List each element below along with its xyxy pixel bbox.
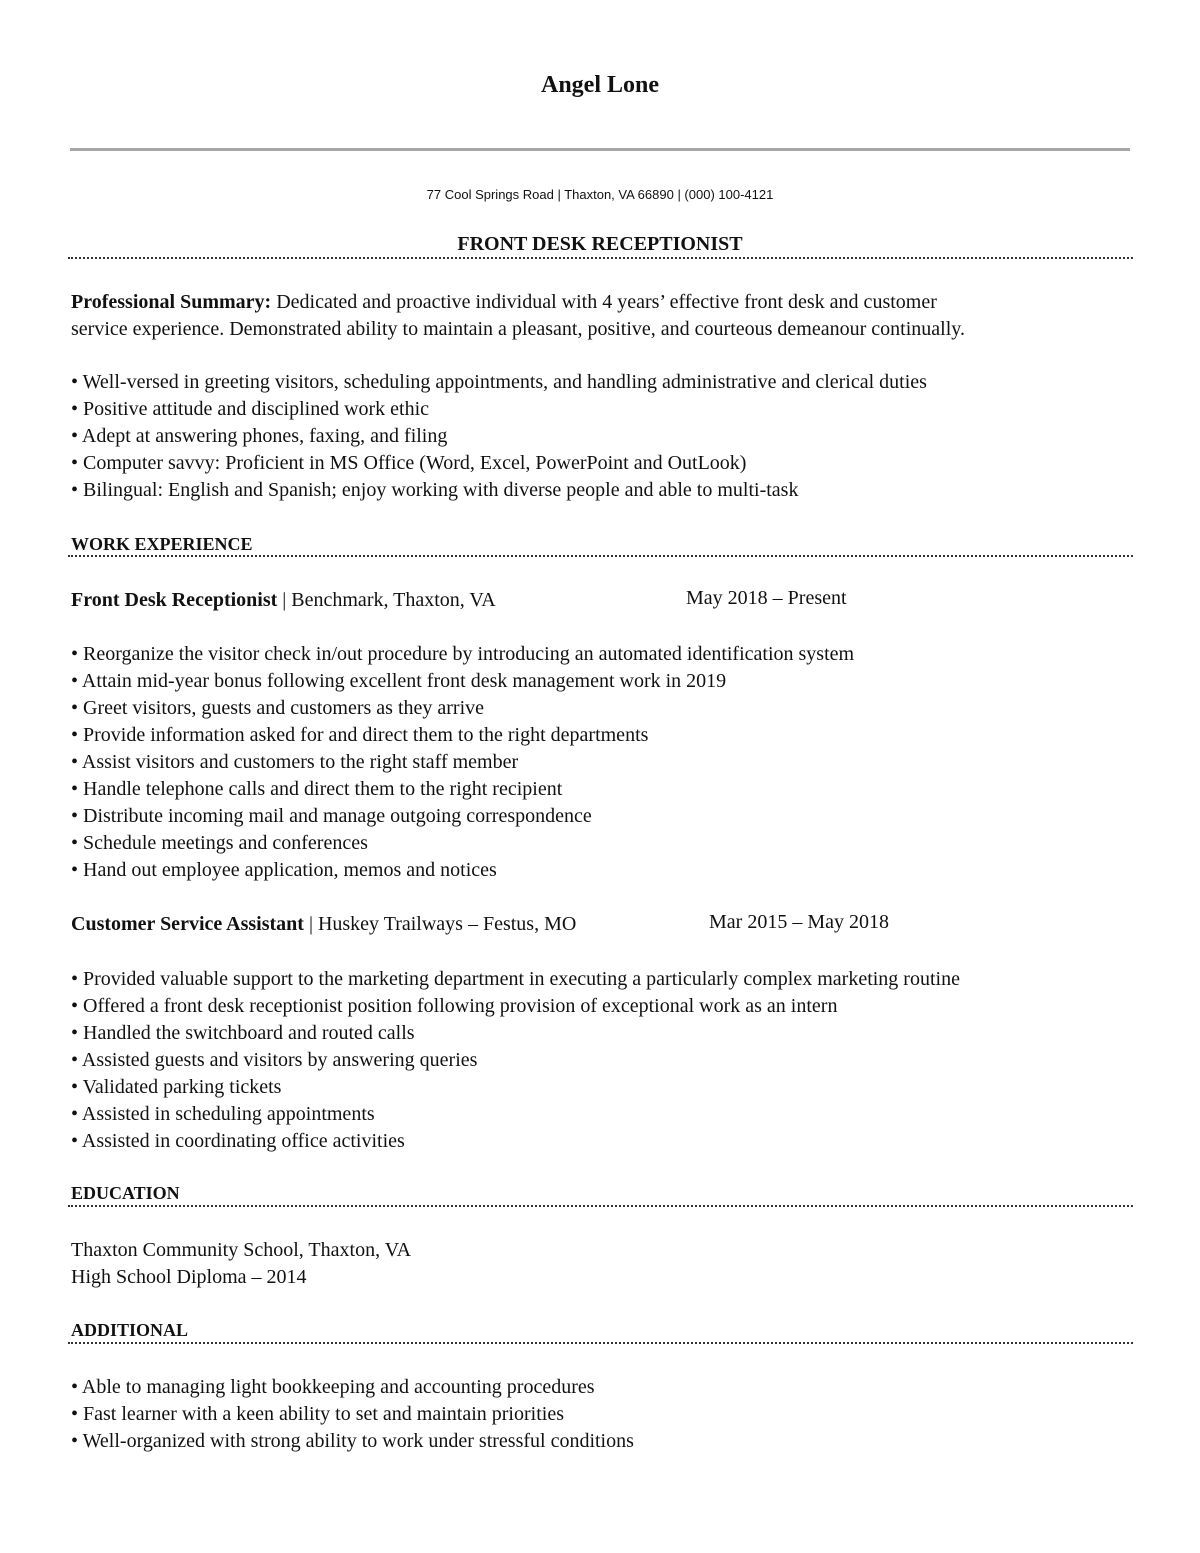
list-item: • Attain mid-year bonus following excellent front desk management work in 2019 — [71, 670, 727, 692]
list-item: • Fast learner with a keen ability to set and maintain priorities — [71, 1403, 564, 1425]
list-item: • Assisted in scheduling appointments — [71, 1103, 375, 1125]
summary-line-1 — [71, 289, 937, 316]
job-1-company: | Benchmark, Thaxton, VA — [277, 589, 496, 611]
list-item: • Handle telephone calls and direct them to the right recipient — [71, 778, 563, 800]
list-item: • Positive attitude and disciplined work ethic — [71, 398, 430, 420]
contact-info: 77 Cool Springs Road | Thaxton, VA 66890 | (000) 100-4121 — [426, 187, 774, 202]
list-item: • Bilingual: English and Spanish; enjoy working with diverse people and able to multi-task — [71, 479, 799, 501]
list-item: • Provide information asked for and direct them to the right departments — [71, 724, 649, 746]
list-item: • Greet visitors, guests and customers as they arrive — [71, 697, 485, 719]
title-divider — [68, 257, 1133, 259]
job-1-title: Front Desk Receptionist — [71, 589, 278, 611]
job-2-bullets — [71, 966, 960, 1155]
additional-heading: ADDITIONAL — [71, 1320, 189, 1340]
education-heading: EDUCATION — [71, 1183, 180, 1203]
summary-bullets — [71, 369, 927, 504]
job-2-header — [71, 911, 576, 938]
education-diploma: High School Diploma – 2014 — [71, 1266, 307, 1288]
list-item: • Hand out employee application, memos and notices — [71, 859, 497, 881]
list-item: • Offered a front desk receptionist position following provision of exceptional work as an intern — [71, 995, 838, 1017]
list-item: • Assisted guests and visitors by answering queries — [71, 1049, 478, 1071]
summary-label: Professional Summary: — [71, 291, 272, 313]
list-item: • Reorganize the visitor check in/out procedure by introducing an automated identification system — [71, 643, 855, 665]
list-item: • Able to managing light bookkeeping and accounting procedures — [71, 1376, 595, 1398]
work-experience-heading: WORK EXPERIENCE — [71, 534, 253, 554]
list-item: • Distribute incoming mail and manage outgoing correspondence — [71, 805, 592, 827]
summary-text-1: Dedicated and proactive individual with 4 years’ effective front desk and customer — [271, 291, 937, 313]
job-1-dates: May 2018 – Present — [686, 587, 847, 609]
list-item: • Adept at answering phones, faxing, and filing — [71, 425, 448, 447]
job-1-header — [71, 587, 496, 614]
job-title-heading: FRONT DESK RECEPTIONIST — [457, 233, 743, 255]
list-item: • Handled the switchboard and routed calls — [71, 1022, 415, 1044]
list-item: • Computer savvy: Proficient in MS Office (Word, Excel, PowerPoint and OutLook) — [71, 452, 747, 474]
list-item: • Well-versed in greeting visitors, scheduling appointments, and handling administrative and clerical duties — [71, 371, 927, 393]
job-1-bullets — [71, 641, 854, 884]
list-item: • Schedule meetings and conferences — [71, 832, 368, 854]
list-item: • Well-organized with strong ability to work under stressful conditions — [71, 1430, 634, 1452]
additional-divider — [68, 1342, 1133, 1344]
summary-line-2: service experience. Demonstrated ability to maintain a pleasant, positive, and courteous demeanour continually. — [71, 318, 965, 340]
list-item: • Provided valuable support to the marketing department in executing a particularly complex marketing routine — [71, 968, 960, 990]
job-2-title: Customer Service Assistant — [71, 913, 304, 935]
work-divider — [68, 555, 1133, 557]
education-divider — [68, 1205, 1133, 1207]
additional-bullets — [71, 1374, 634, 1455]
list-item: • Assist visitors and customers to the right staff member — [71, 751, 519, 773]
job-2-company: | Huskey Trailways – Festus, MO — [303, 913, 577, 935]
header-rule — [70, 148, 1130, 151]
education-school: Thaxton Community School, Thaxton, VA — [71, 1239, 412, 1261]
list-item: • Assisted in coordinating office activities — [71, 1130, 405, 1152]
candidate-name: Angel Lone — [540, 72, 659, 98]
list-item: • Validated parking tickets — [71, 1076, 282, 1098]
job-2-dates: Mar 2015 – May 2018 — [709, 911, 889, 933]
